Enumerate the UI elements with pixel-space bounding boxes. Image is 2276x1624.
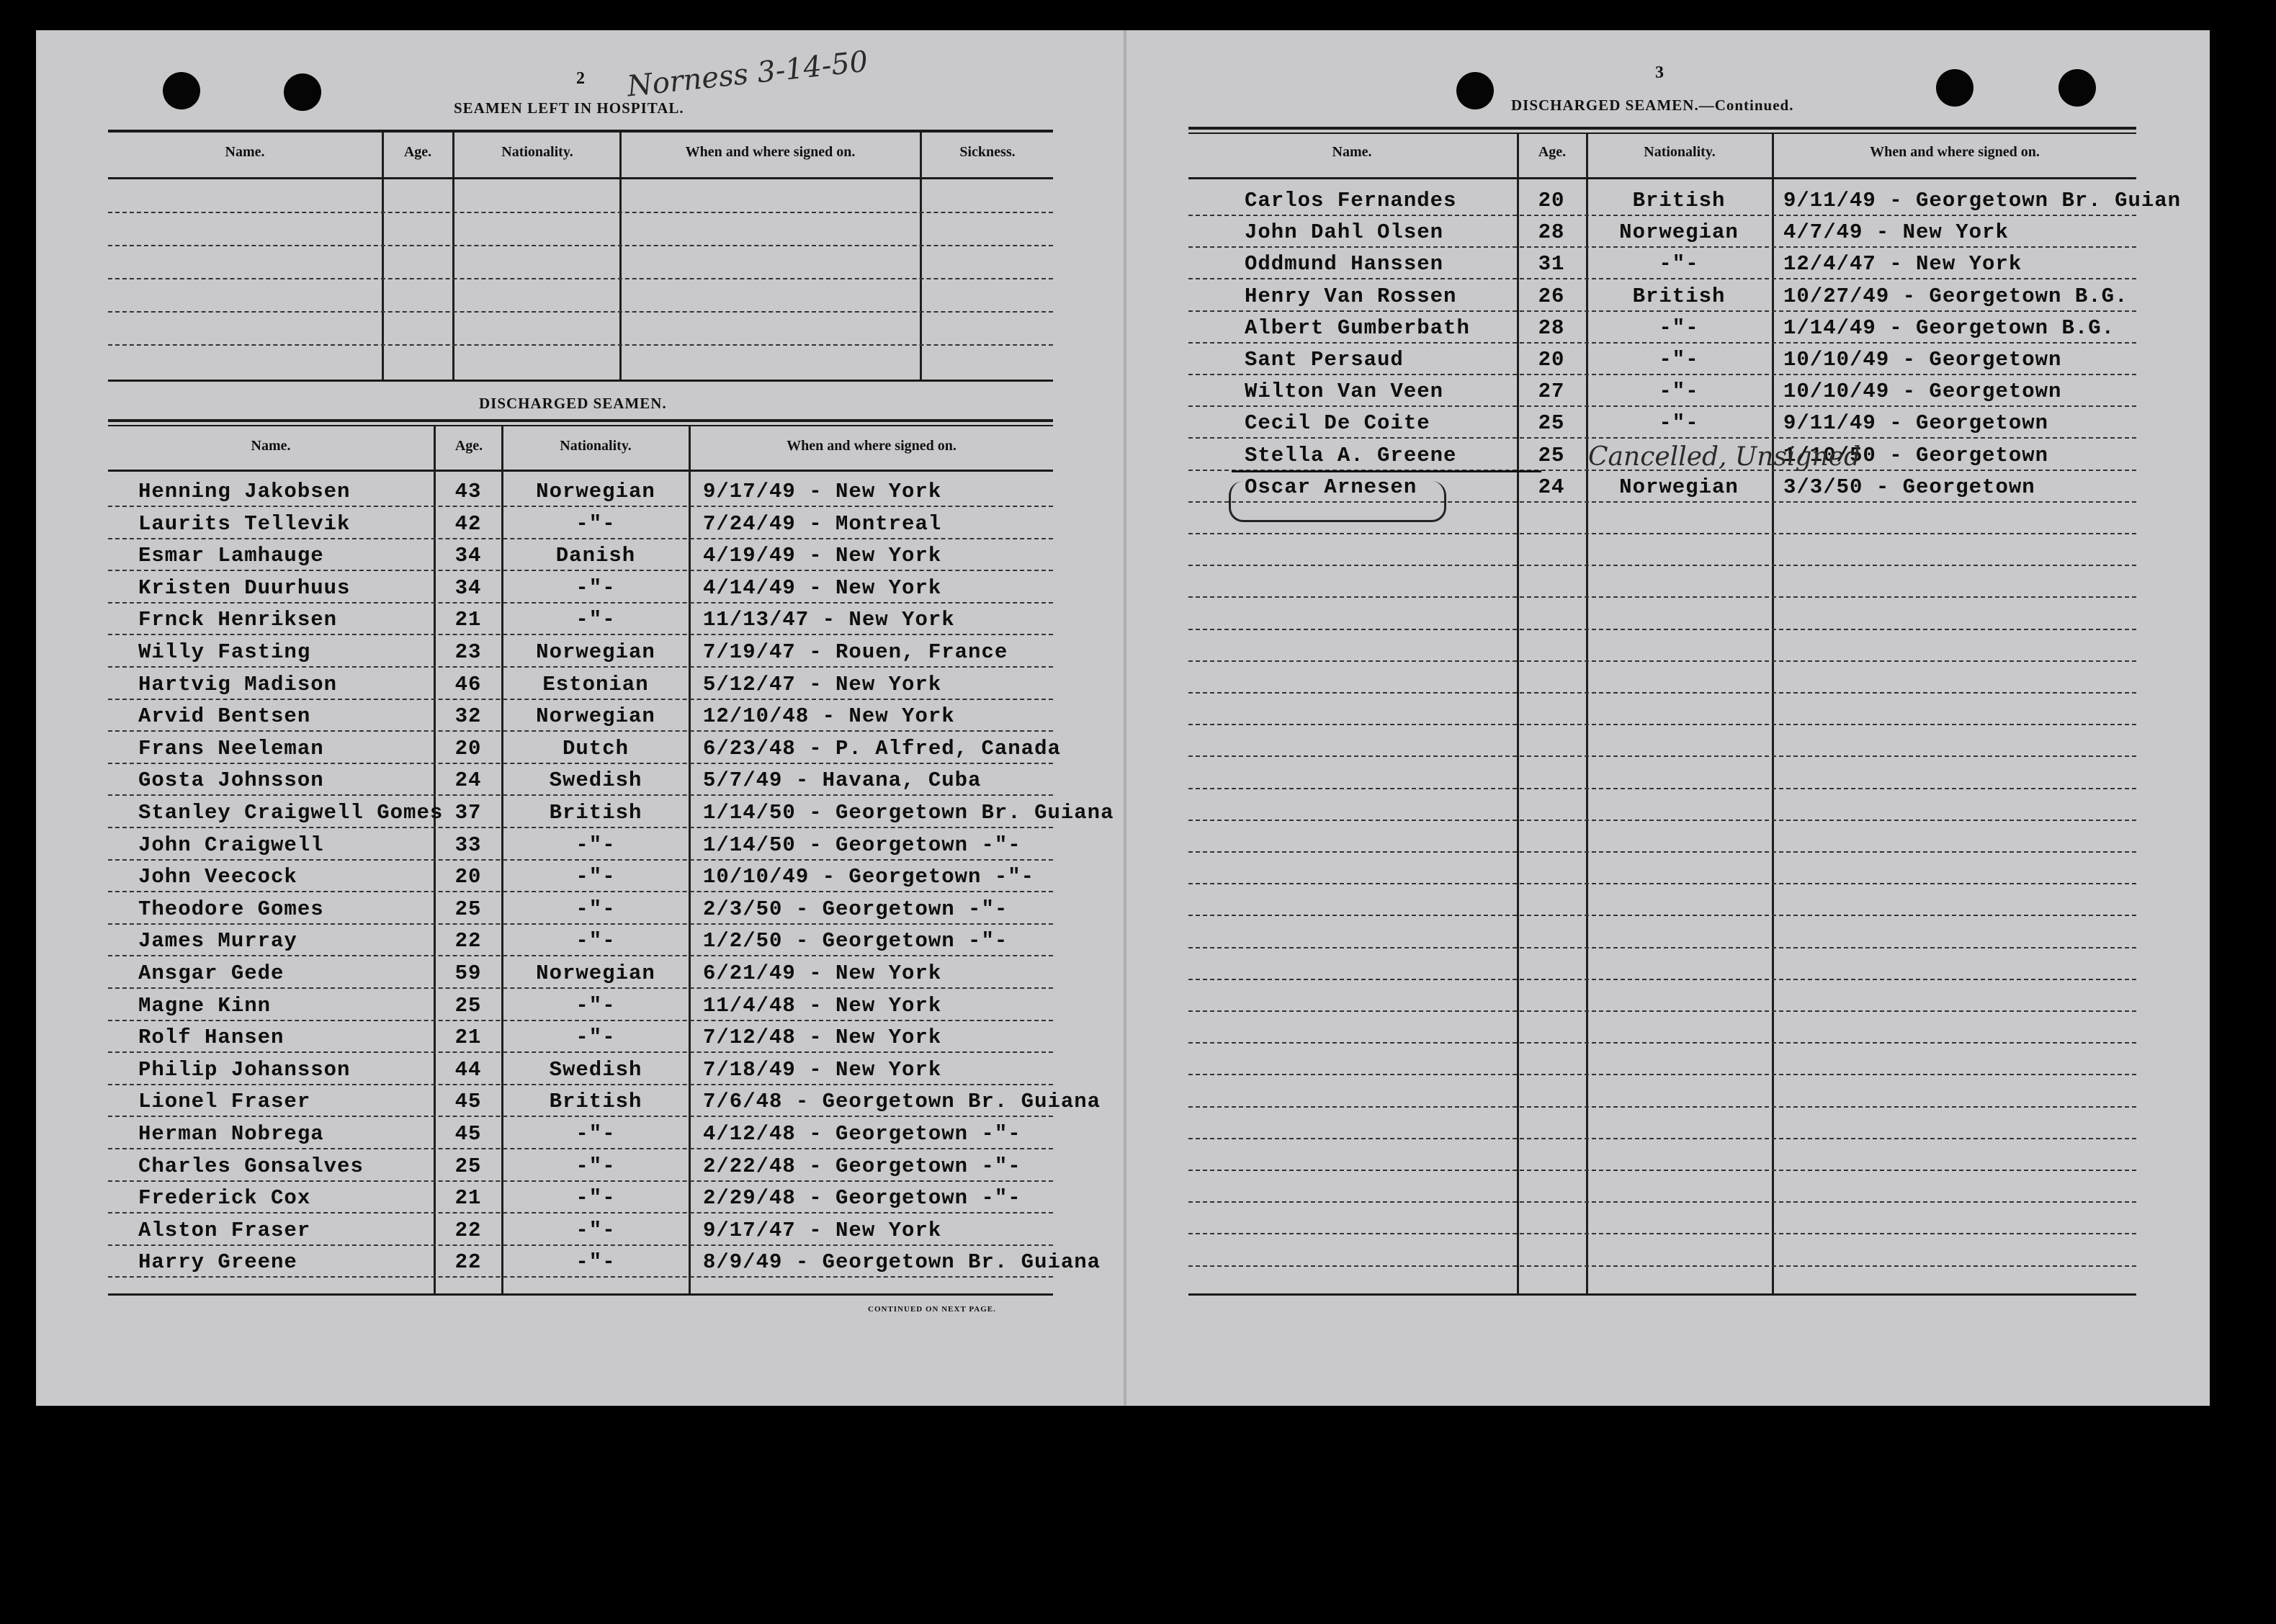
- right-table-header-rule: [1188, 177, 2136, 179]
- row-line: [1188, 1170, 2136, 1171]
- seaman-name: Kristen Duurhuus: [138, 576, 351, 600]
- seaman-nationality: Norwegian: [536, 640, 655, 664]
- right-table-bottom-rule: [1188, 1293, 2136, 1296]
- seaman-signed-on: 7/12/48 - New York: [703, 1026, 942, 1049]
- table-row: [108, 1247, 1101, 1276]
- table-row: [108, 1087, 1101, 1116]
- seaman-name: Frederick Cox: [138, 1186, 311, 1210]
- seaman-nationality: -"-: [575, 1250, 616, 1274]
- seaman-signed-on: 3/3/50 - Georgetown: [1783, 475, 2035, 499]
- row-line: [1188, 310, 2136, 312]
- row-line: [1188, 660, 2136, 662]
- table-row: [108, 1183, 1053, 1212]
- seaman-signed-on: 9/11/49 - Georgetown: [1783, 411, 2049, 435]
- row-line: [1188, 724, 2136, 725]
- right-header-nationality: Nationality.: [1644, 144, 1716, 160]
- seaman-age: 25: [1538, 411, 1565, 435]
- row-line: [1188, 278, 2136, 279]
- seaman-signed-on: 12/10/48 - New York: [703, 704, 955, 728]
- seaman-name: Arvid Bentsen: [138, 704, 311, 728]
- row-line: [1188, 246, 2136, 248]
- table-row: [108, 1216, 1053, 1244]
- row-line: [1188, 979, 2136, 980]
- table-row: [108, 605, 1053, 634]
- seaman-age: 59: [454, 961, 482, 985]
- seaman-nationality: -"-: [575, 608, 616, 632]
- seaman-nationality: -"-: [575, 929, 616, 953]
- hospital-row-line: [108, 278, 1053, 279]
- table-row: [108, 1023, 1053, 1051]
- seaman-name: Stella A. Greene: [1245, 444, 1457, 467]
- row-line: [108, 1212, 1053, 1213]
- table-row: [108, 573, 1053, 602]
- right-header-age: Age.: [1538, 144, 1567, 160]
- discharged-header-age: Age.: [454, 438, 483, 454]
- row-line: [108, 1276, 1053, 1278]
- seaman-signed-on: 2/3/50 - Georgetown -"-: [703, 897, 1008, 921]
- right-table-top-rule: [1188, 127, 2136, 130]
- seaman-signed-on: 1/14/49 - Georgetown B.G.: [1783, 316, 2115, 340]
- hospital-section-title: SEAMEN LEFT IN HOSPITAL.: [454, 99, 684, 117]
- seaman-age: 24: [454, 768, 482, 792]
- seaman-nationality: -"-: [575, 1219, 616, 1242]
- seaman-age: 21: [454, 608, 482, 632]
- discharged-table-header-rule: [108, 470, 1053, 472]
- seaman-name: Magne Kinn: [138, 994, 272, 1018]
- row-line: [1188, 565, 2136, 566]
- seaman-age: 22: [454, 1250, 482, 1274]
- seaman-nationality: -"-: [1659, 411, 1699, 435]
- table-row: [108, 862, 1053, 891]
- row-line: [108, 955, 1053, 956]
- seaman-nationality: -"-: [1659, 380, 1699, 403]
- hospital-header-signed-on: When and where signed on.: [685, 144, 856, 160]
- table-row: [108, 959, 1053, 987]
- seaman-nationality: British: [549, 1090, 642, 1113]
- seaman-name: Carlos Fernandes: [1245, 189, 1457, 212]
- seaman-name: Oscar Arnesen: [1245, 475, 1417, 499]
- table-row: [1188, 217, 2136, 246]
- table-row: [108, 670, 1053, 699]
- hospital-row-line: [108, 344, 1053, 346]
- seaman-age: 31: [1538, 252, 1565, 276]
- row-line: [108, 506, 1053, 507]
- seaman-signed-on: 9/11/49 - Georgetown Br. Guian: [1783, 189, 2182, 212]
- seaman-signed-on: 9/17/47 - New York: [703, 1219, 942, 1242]
- seaman-age: 20: [454, 737, 482, 761]
- seaman-name: Theodore Gomes: [138, 897, 324, 921]
- seaman-name: John Dahl Olsen: [1245, 220, 1444, 244]
- table-row: [1188, 408, 2136, 437]
- seaman-name: Albert Gumberbath: [1245, 316, 1470, 340]
- row-line: [1188, 1042, 2136, 1044]
- table-row: [108, 1119, 1053, 1148]
- row-line: [108, 730, 1053, 732]
- row-line: [1188, 692, 2136, 694]
- seaman-age: 25: [454, 897, 482, 921]
- table-row: [1188, 345, 2136, 374]
- seaman-name: Henning Jakobsen: [138, 480, 351, 503]
- table-row: [1188, 377, 2136, 405]
- seaman-signed-on: 5/7/49 - Havana, Cuba: [703, 768, 982, 792]
- seaman-signed-on: 6/21/49 - New York: [703, 961, 942, 985]
- seaman-nationality: British: [1632, 284, 1726, 308]
- seaman-name: Charles Gonsalves: [138, 1154, 364, 1178]
- row-line: [1188, 533, 2136, 534]
- row-line: [108, 1051, 1053, 1053]
- row-line: [108, 1244, 1053, 1246]
- hospital-table-top-rule: [108, 130, 1053, 133]
- seaman-name: Philip Johansson: [138, 1058, 351, 1082]
- discharged-section-title: DISCHARGED SEAMEN.: [479, 395, 667, 412]
- seaman-age: 24: [1538, 475, 1565, 499]
- seaman-signed-on: 10/10/49 - Georgetown -"-: [703, 865, 1035, 889]
- page-fold: [1124, 30, 1126, 1406]
- seaman-nationality: -"-: [575, 833, 616, 857]
- hospital-table-bottom-rule: [108, 380, 1053, 382]
- seaman-nationality: -"-: [575, 1154, 616, 1178]
- seaman-signed-on: 10/10/49 - Georgetown: [1783, 380, 2062, 403]
- discharged-table-bottom-rule: [108, 1293, 1053, 1296]
- row-line: [108, 763, 1053, 764]
- seaman-nationality: Danish: [555, 544, 636, 567]
- seaman-name: John Veecock: [138, 865, 297, 889]
- seaman-nationality: Swedish: [549, 1058, 642, 1082]
- seaman-age: 23: [454, 640, 482, 664]
- seaman-age: 45: [454, 1122, 482, 1146]
- seaman-name: Cecil De Coite: [1245, 411, 1430, 435]
- table-row: [108, 701, 1053, 730]
- seaman-name: Frnck Henriksen: [138, 608, 338, 632]
- hospital-row-line: [108, 245, 1053, 246]
- right-section-title: DISCHARGED SEAMEN.—Continued.: [1511, 97, 1794, 114]
- hospital-header-age: Age.: [403, 144, 432, 160]
- row-line: [1188, 820, 2136, 821]
- seaman-nationality: British: [1632, 189, 1726, 212]
- seaman-name: Alston Fraser: [138, 1219, 311, 1242]
- seaman-age: 21: [454, 1026, 482, 1049]
- seaman-age: 20: [454, 865, 482, 889]
- seaman-name: Ansgar Gede: [138, 961, 284, 985]
- seaman-nationality: -"-: [575, 1026, 616, 1049]
- left-page-number: 2: [576, 69, 585, 88]
- seaman-signed-on: 11/13/47 - New York: [703, 608, 955, 632]
- strike-through-line: [1232, 470, 1541, 472]
- punch-hole: [2058, 69, 2096, 107]
- seaman-signed-on: 2/29/48 - Georgetown -"-: [703, 1186, 1021, 1210]
- continued-note: CONTINUED ON NEXT PAGE.: [868, 1305, 996, 1314]
- seaman-nationality: Norwegian: [536, 480, 655, 503]
- table-row: [108, 991, 1053, 1020]
- seaman-name: Henry Van Rossen: [1245, 284, 1457, 308]
- seaman-signed-on: 4/14/49 - New York: [703, 576, 942, 600]
- seaman-age: 28: [1538, 316, 1565, 340]
- row-line: [108, 1180, 1053, 1182]
- table-row: [108, 1152, 1053, 1180]
- seaman-signed-on: 4/7/49 - New York: [1783, 220, 2009, 244]
- seaman-signed-on: 5/12/47 - New York: [703, 673, 942, 696]
- hospital-row-line: [108, 311, 1053, 313]
- table-row: [108, 1055, 1053, 1084]
- seaman-age: 22: [454, 929, 482, 953]
- right-header-name: Name.: [1332, 144, 1372, 160]
- table-row: [108, 477, 1053, 506]
- right-header-signed-on: When and where signed on.: [1870, 144, 2040, 160]
- table-row: [108, 637, 1053, 666]
- seaman-signed-on: 12/4/47 - New York: [1783, 252, 2022, 276]
- seaman-name: Harry Greene: [138, 1250, 297, 1274]
- seaman-age: 25: [454, 994, 482, 1018]
- seaman-nationality: Swedish: [549, 768, 642, 792]
- seaman-name: Stanley Craigwell Gomes: [138, 801, 444, 825]
- hospital-table-header-rule: [108, 177, 1053, 179]
- seaman-age: 26: [1538, 284, 1565, 308]
- seaman-nationality: -"-: [1659, 316, 1699, 340]
- seaman-name: Oddmund Hanssen: [1245, 252, 1444, 276]
- punch-hole: [284, 73, 321, 111]
- seaman-signed-on: 1/14/50 - Georgetown -"-: [703, 833, 1021, 857]
- table-row: [1188, 313, 2136, 342]
- seaman-name: Wilton Van Veen: [1245, 380, 1444, 403]
- seaman-age: 22: [454, 1219, 482, 1242]
- seaman-age: 42: [454, 512, 482, 536]
- seaman-signed-on: 7/6/48 - Georgetown Br. Guiana: [703, 1090, 1101, 1113]
- seaman-signed-on: 7/19/47 - Rouen, France: [703, 640, 1008, 664]
- cancel-handwriting: Cancelled, Unsigned: [1588, 442, 1861, 472]
- row-line: [1188, 1265, 2136, 1267]
- row-line: [1188, 915, 2136, 916]
- row-line: [1188, 629, 2136, 630]
- seaman-name: James Murray: [138, 929, 297, 953]
- seaman-signed-on: 1/2/50 - Georgetown -"-: [703, 929, 1008, 953]
- row-line: [1188, 851, 2136, 853]
- seaman-nationality: Norwegian: [1619, 475, 1739, 499]
- row-line: [108, 827, 1053, 828]
- row-line: [1188, 788, 2136, 789]
- punch-hole: [163, 72, 200, 109]
- seaman-age: 45: [454, 1090, 482, 1113]
- table-row: [1188, 282, 2136, 310]
- row-line: [108, 859, 1053, 861]
- row-line: [1188, 883, 2136, 884]
- seaman-nationality: British: [549, 801, 642, 825]
- seaman-nationality: -"-: [1659, 252, 1699, 276]
- bracket-annotation: [1229, 481, 1446, 522]
- row-line: [108, 987, 1053, 989]
- seaman-age: 37: [454, 801, 482, 825]
- punch-hole: [1456, 72, 1494, 109]
- row-line: [1188, 342, 2136, 344]
- seaman-nationality: -"-: [575, 1122, 616, 1146]
- seaman-age: 46: [454, 673, 482, 696]
- row-line: [108, 923, 1053, 925]
- right-page-number: 3: [1655, 63, 1664, 82]
- table-row: [108, 509, 1053, 538]
- seaman-name: Sant Persaud: [1245, 348, 1404, 372]
- seaman-name: Frans Neeleman: [138, 737, 324, 761]
- seaman-signed-on: 2/22/48 - Georgetown -"-: [703, 1154, 1021, 1178]
- table-row: [108, 734, 1061, 763]
- row-line: [108, 602, 1053, 604]
- row-line: [1188, 1233, 2136, 1234]
- seaman-signed-on: 9/17/49 - New York: [703, 480, 942, 503]
- seaman-age: 25: [454, 1154, 482, 1178]
- seaman-age: 32: [454, 704, 482, 728]
- seaman-signed-on: 11/4/48 - New York: [703, 994, 942, 1018]
- hospital-header-sickness: Sickness.: [959, 144, 1016, 160]
- seaman-age: 43: [454, 480, 482, 503]
- row-line: [1188, 1074, 2136, 1075]
- seaman-name: Gosta Johnsson: [138, 768, 324, 792]
- row-line: [108, 634, 1053, 635]
- row-line: [1188, 1201, 2136, 1203]
- table-row: [108, 830, 1053, 859]
- seaman-signed-on: 10/10/49 - Georgetown: [1783, 348, 2062, 372]
- right-table-top-rule: [1188, 133, 2136, 134]
- seaman-signed-on: 4/19/49 - New York: [703, 544, 942, 567]
- row-line: [1188, 215, 2136, 216]
- seaman-name: Esmar Lamhauge: [138, 544, 324, 567]
- hospital-header-nationality: Nationality.: [501, 144, 573, 160]
- seaman-nationality: -"-: [575, 994, 616, 1018]
- discharged-header-signed-on: When and where signed on.: [787, 438, 956, 454]
- seaman-nationality: Dutch: [562, 737, 629, 761]
- punch-hole: [1936, 69, 1973, 107]
- seaman-nationality: -"-: [1659, 348, 1699, 372]
- seaman-name: Herman Nobrega: [138, 1122, 324, 1146]
- seaman-signed-on: 4/12/48 - Georgetown -"-: [703, 1122, 1021, 1146]
- row-line: [1188, 374, 2136, 375]
- seaman-nationality: -"-: [575, 1186, 616, 1210]
- seaman-nationality: -"-: [575, 576, 616, 600]
- row-line: [108, 794, 1053, 796]
- discharged-table-top-rule: [108, 419, 1053, 422]
- seaman-nationality: Estonian: [542, 673, 649, 696]
- row-line: [108, 891, 1053, 892]
- table-row: [108, 798, 1114, 827]
- seaman-signed-on: 1/10/50 - Georgetown: [1783, 444, 2049, 467]
- seaman-name: Laurits Tellevik: [138, 512, 351, 536]
- seaman-name: Lionel Fraser: [138, 1090, 311, 1113]
- seaman-age: 33: [454, 833, 482, 857]
- table-row: [1188, 186, 2182, 215]
- seaman-nationality: Norwegian: [536, 961, 655, 985]
- row-line: [108, 1020, 1053, 1021]
- seaman-signed-on: 1/14/50 - Georgetown Br. Guiana: [703, 801, 1114, 825]
- seaman-age: 28: [1538, 220, 1565, 244]
- row-line: [1188, 755, 2136, 757]
- row-line: [108, 699, 1053, 700]
- discharged-header-nationality: Nationality.: [560, 438, 632, 454]
- table-row: [108, 894, 1053, 923]
- seaman-age: 44: [454, 1058, 482, 1082]
- seaman-nationality: -"-: [575, 865, 616, 889]
- seaman-signed-on: 10/27/49 - Georgetown B.G.: [1783, 284, 2128, 308]
- table-row: [108, 541, 1053, 570]
- seaman-signed-on: 7/18/49 - New York: [703, 1058, 942, 1082]
- seaman-nationality: -"-: [575, 897, 616, 921]
- seaman-nationality: -"-: [575, 512, 616, 536]
- seaman-signed-on: 8/9/49 - Georgetown Br. Guiana: [703, 1250, 1101, 1274]
- row-line: [1188, 1138, 2136, 1139]
- seaman-age: 34: [454, 576, 482, 600]
- handwritten-note: Norness 3-14-50: [625, 45, 870, 104]
- table-row: [108, 926, 1053, 955]
- row-line: [108, 1148, 1053, 1149]
- hospital-header-name: Name.: [225, 144, 265, 160]
- row-line: [108, 538, 1053, 539]
- discharged-table-top-rule: [108, 425, 1053, 426]
- row-line: [1188, 1106, 2136, 1108]
- discharged-header-name: Name.: [251, 438, 291, 454]
- seaman-name: Hartvig Madison: [138, 673, 338, 696]
- seaman-age: 25: [1538, 444, 1565, 467]
- row-line: [108, 1084, 1053, 1085]
- table-row: [108, 766, 1053, 794]
- seaman-age: 27: [1538, 380, 1565, 403]
- seaman-name: Willy Fasting: [138, 640, 311, 664]
- seaman-age: 20: [1538, 189, 1565, 212]
- seaman-name: Rolf Hansen: [138, 1026, 284, 1049]
- row-line: [108, 1116, 1053, 1117]
- seaman-age: 20: [1538, 348, 1565, 372]
- row-line: [1188, 947, 2136, 948]
- seaman-nationality: Norwegian: [1619, 220, 1739, 244]
- hospital-row-line: [108, 212, 1053, 213]
- row-line: [108, 570, 1053, 571]
- seaman-nationality: Norwegian: [536, 704, 655, 728]
- row-line: [1188, 437, 2136, 439]
- seaman-age: 21: [454, 1186, 482, 1210]
- seaman-signed-on: 7/24/49 - Montreal: [703, 512, 942, 536]
- row-line: [1188, 596, 2136, 598]
- table-row: [1188, 249, 2136, 278]
- seaman-name: John Craigwell: [138, 833, 324, 857]
- row-line: [108, 666, 1053, 668]
- seaman-age: 34: [454, 544, 482, 567]
- seaman-signed-on: 6/23/48 - P. Alfred, Canada: [703, 737, 1061, 761]
- row-line: [1188, 1010, 2136, 1012]
- row-line: [1188, 405, 2136, 407]
